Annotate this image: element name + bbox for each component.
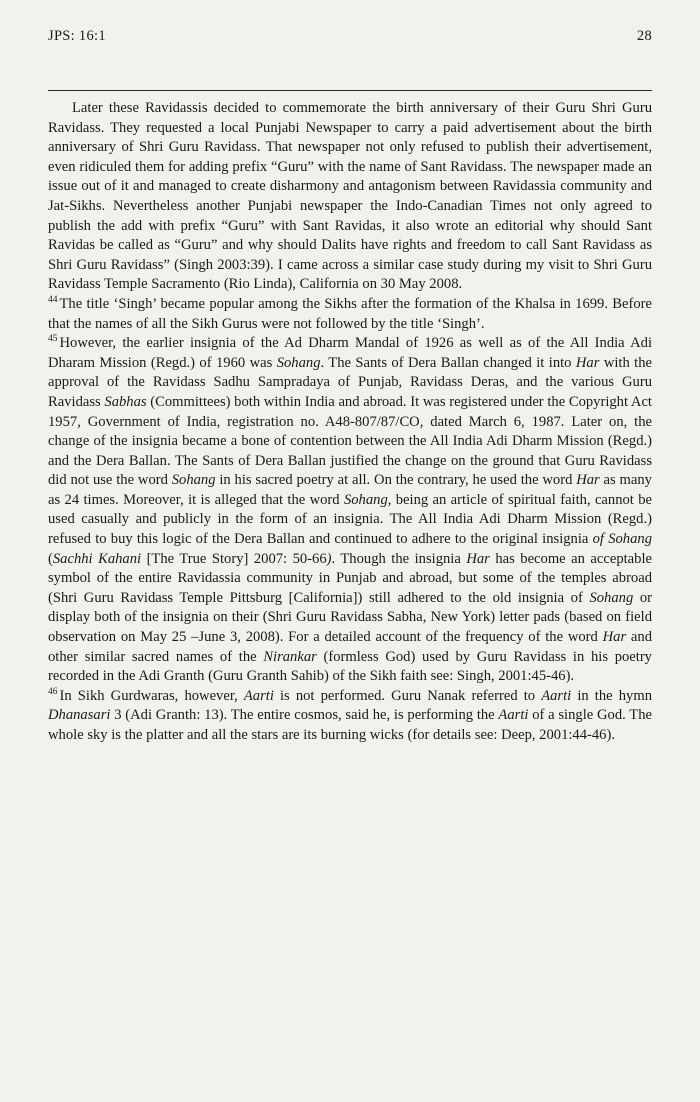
footnote-italic-term: Har <box>576 472 600 489</box>
footnote-italic-term: Aarti <box>498 707 529 724</box>
footnote-text: in his sacred poetry at all. On the contrary, he used the word <box>215 472 577 489</box>
footnote-46 <box>48 687 652 746</box>
footnote-italic-term: Dhanasari <box>48 707 111 724</box>
footnote-text: as many as 24 times. Moreover, it is alleged that the word <box>48 472 652 508</box>
footnote-text: The title ‘Singh’ became popular among the Sikhs after the formation of the Khalsa in 1699. Before that the names of all the Sikh Gurus were not followed by the title ‘Singh’. <box>48 295 652 332</box>
footnote-italic-term: Aarti <box>541 687 572 704</box>
footnote-text: , being an article of spiritual faith, cannot be used casually and publicly in the form of an insignia. The All India Adi Dharm Mission (Regd.) refused to buy this logic of the Dera Ballan and continued to adhere to the original insignia <box>48 491 652 548</box>
footnote-marker: 45 <box>48 334 58 345</box>
footnote-italic-term: of Sohang <box>592 531 652 548</box>
footnote-45 <box>48 334 652 687</box>
footnote-text: or display both of the insignia on their (Shri Guru Ravidass Sabha, New York) letter pads (based on field observation on May 25 –June 3, 2008). For a detailed account of the frequency of the word <box>48 589 652 646</box>
footnote-marker: 46 <box>48 686 58 697</box>
footnote-text: with the approval of the Ravidass Sadhu Sampradaya of Punjab, Ravidass Deras, and the various Guru Ravidass <box>48 354 652 410</box>
footnote-text: of a single God. The whole sky is the platter and all the stars are its burning wicks (for details see: Deep, 2001:44-46). <box>48 707 652 743</box>
footnote-text: 3 (Adi Granth: 13). The entire cosmos, said he, is performing the <box>110 707 499 724</box>
footnote-text: has become an acceptable symbol of the entire Ravidassia community in Punjab and abroad, but some of the temples abroad (Shri Guru Ravidass Temple Pittsburg [California]) still adhered to the old insignia of <box>48 550 652 606</box>
footnote-italic-term: Sachhi Kahani <box>52 550 142 567</box>
footnote-text: In Sikh Gurdwaras, however, <box>59 687 244 704</box>
footnote-italic-term: Sabhas <box>104 393 147 410</box>
footnote-44 <box>48 295 652 334</box>
footnote-italic-term: ) <box>326 550 332 567</box>
footnote-italic-term: Nirankar <box>263 648 317 665</box>
page-header <box>48 28 652 45</box>
journal-identifier: JPS: 16:1 <box>48 28 106 44</box>
footnotes-section <box>48 295 652 746</box>
footnote-text: (formless God) used by Guru Ravidass in his poetry recorded in the Adi Granth (Guru Granth Sahib) of the Sikh faith see: Singh, 2001:45-46). <box>48 648 652 685</box>
footnote-marker: 44 <box>48 295 58 306</box>
footnote-italic-term: Sohang <box>171 472 216 489</box>
footnote-text: ( <box>48 550 53 567</box>
footnote-text: . The Sants of Dera Ballan changed it into <box>320 354 576 371</box>
footnote-text: (Committees) both within India and abroad. It was registered under the Copyright Act 1957, Government of India, registration no. A48-807/87/CO, dated March 6, 1987. Later on, the change of the insignia became a bone of contention between the All India Adi Dharm Mission (Regd.) and the Dera Ballan. The Sants of Dera Ballan justified the change on the ground that Guru Ravidass did not use the word <box>48 393 652 489</box>
footnote-italic-term: Sohang <box>589 589 634 606</box>
footnote-text: However, the earlier insignia of the Ad Dharm Mandal of 1926 as well as of the All India Adi Dharam Mission (Regd.) of 1960 was <box>48 335 652 371</box>
page-content <box>48 99 652 746</box>
footnote-text: in the hymn <box>571 687 652 704</box>
footnote-text: . Though the insignia <box>331 550 467 567</box>
header-divider <box>48 90 652 91</box>
footnote-italic-term: Sohang <box>343 491 388 508</box>
body-paragraph: Later these Ravidassis decided to commemorate the birth anniversary of their Guru Shri Guru Ravidass. They requested a local Punjabi Newspaper to carry a paid advertisement about the birth anniversary of Shri Guru Ravidass. That newspaper not only refused to publish their advertisement, even ridiculed them for adding prefix “Guru” with the name of Sant Ravidass. The newspaper made an issue out of it and managed to create disharmony and antagonism between Ravidassia community and Jat-Sikhs. Nevertheless another Punjabi newspaper the Indo-Canadian Times not only agreed to publish the add with prefix “Guru” with Sant Ravidas, it also wrote an editorial why should Sant Ravidas be called as “Guru” and why should Dalits have rights and freedom to call Sant Ravidass as Shri Guru Ravidass” (Singh 2003:39). I came across a similar case study during my visit to Shri Guru Ravidass Temple Sacramento (Rio Linda), California on 30 May 2008. <box>48 100 652 293</box>
footnote-italic-term: Aarti <box>243 687 274 704</box>
page-number: 28 <box>636 28 652 44</box>
footnote-italic-term: Sohang <box>276 354 321 371</box>
footnote-text: and other similar sacred names of the <box>48 629 652 665</box>
footnote-italic-term: Har <box>602 629 627 646</box>
footnote-italic-term: Har <box>575 354 600 371</box>
footnote-italic-term: Har <box>466 550 490 567</box>
footnote-text: is not performed. Guru Nanak referred to <box>273 687 542 704</box>
footnote-text: [The True Story] 2007: 50-66 <box>141 550 327 567</box>
